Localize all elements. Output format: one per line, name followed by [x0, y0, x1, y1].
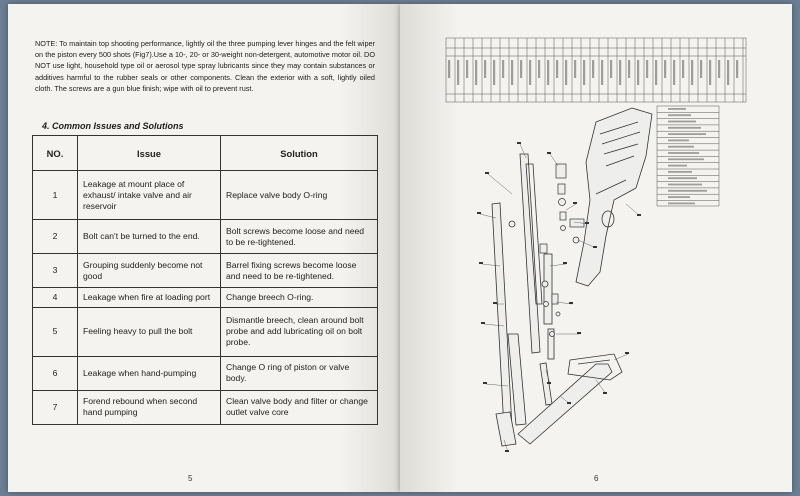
- page-number-right: 6: [594, 474, 599, 483]
- issues-table: [32, 135, 378, 425]
- table-row: [33, 390, 378, 424]
- table-row: [33, 288, 378, 307]
- row-issue: Grouping suddenly become not good: [78, 254, 221, 288]
- maintenance-note: NOTE: To maintain top shooting performance, lightly oil the three pumping lever hinges and the felt wiper on the piston every 500 shots (Fig7).Use a 10-, 20- or 30-weight non-detergent, automotive motor oil. DO NOT use light, household type oil or aerosol type spray lubricants since they may contain substances or additives harmful to the rubber seals or other components. Clean the exterior with a soft, lightly oiled cloth. The screws are a gun blue finish; wipe with oil to prevent rust.: [35, 39, 375, 93]
- pump-lever: [518, 354, 622, 444]
- table-header-row: [33, 136, 378, 171]
- table-row: [33, 171, 378, 220]
- row-number: 3: [33, 254, 78, 288]
- page-number-left: 5: [188, 474, 193, 483]
- table-row: [33, 220, 378, 254]
- table-row: [33, 307, 378, 356]
- row-number: 6: [33, 356, 78, 390]
- exploded-parts-diagram: [400, 4, 792, 492]
- section-title: 4. Common Issues and Solutions: [42, 121, 184, 131]
- row-number: 5: [33, 307, 78, 356]
- table-row: [33, 254, 378, 288]
- parts-list-table-side: [657, 106, 719, 206]
- table-row: [33, 356, 378, 390]
- row-solution: Clean valve body and filter or change outlet valve core: [221, 390, 378, 424]
- row-solution: Barrel fixing screws become loose and need to be re-tightened.: [221, 254, 378, 288]
- row-issue: Leakage at mount place of exhaust/ intake valve and air reservoir: [78, 171, 221, 220]
- row-issue: Leakage when hand-pumping: [78, 356, 221, 390]
- row-number: 7: [33, 390, 78, 424]
- row-issue: Leakage when fire at loading port: [78, 288, 221, 307]
- row-solution: Bolt screws become loose and need to be re-tightened.: [221, 220, 378, 254]
- header-no: NO.: [33, 136, 78, 171]
- row-number: 2: [33, 220, 78, 254]
- row-solution: Replace valve body O-ring: [221, 171, 378, 220]
- left-page: [8, 4, 400, 492]
- row-solution: Change breech O-ring.: [221, 288, 378, 307]
- header-solution: Solution: [221, 136, 378, 171]
- header-issue: Issue: [78, 136, 221, 171]
- barrel-assembly: [492, 154, 555, 446]
- row-issue: Feeling heavy to pull the bolt: [78, 307, 221, 356]
- row-solution: Dismantle breech, clean around bolt probe and add lubricating oil on bolt probe.: [221, 307, 378, 356]
- row-solution: Change O ring of piston or valve body.: [221, 356, 378, 390]
- row-issue: Bolt can't be turned to the end.: [78, 220, 221, 254]
- right-page: [400, 4, 792, 492]
- row-issue: Forend rebound when second hand pumping: [78, 390, 221, 424]
- row-number: 4: [33, 288, 78, 307]
- rifle-stock: [576, 108, 652, 286]
- parts-list-table-top: [446, 38, 746, 102]
- row-number: 1: [33, 171, 78, 220]
